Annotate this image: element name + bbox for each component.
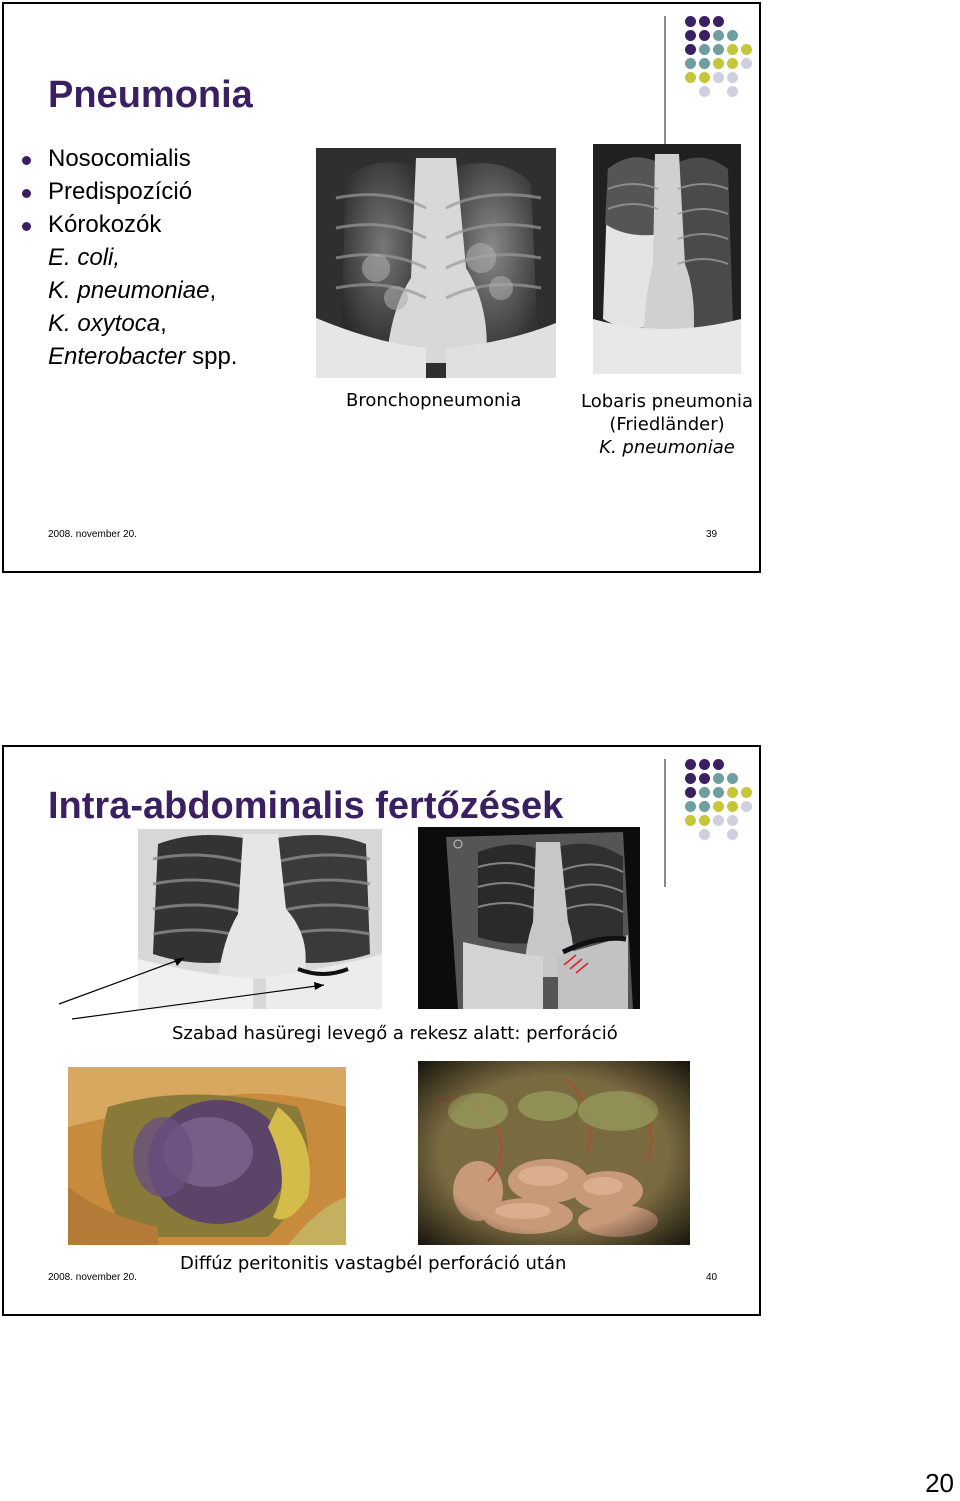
decorative-dot (727, 773, 738, 784)
decorative-dot (727, 72, 738, 83)
page-number: 20 (925, 1468, 954, 1498)
pointer-arrows (54, 952, 334, 1022)
decorative-dot (685, 16, 696, 27)
peritonitis-photo-left (68, 1067, 346, 1245)
decorative-dot (699, 16, 710, 27)
decorative-dot (685, 58, 696, 69)
pathogen-item: K. pneumoniae, (48, 277, 217, 304)
decorative-dot (727, 44, 738, 55)
slide-title: Intra-abdominalis fertőzések (48, 785, 564, 827)
divider-line (664, 16, 666, 144)
slide-number: 40 (706, 1272, 718, 1283)
decorative-dot (713, 44, 724, 55)
slide-date: 2008. november 20. (48, 1272, 137, 1283)
caption-line: Lobaris pneumonia (581, 391, 753, 412)
chest-xray-perforation-image (418, 827, 640, 1009)
caption-line: K. pneumoniae (599, 437, 735, 458)
lobar-pneumonia-xray-image (593, 144, 741, 374)
caption-lobar-pneumonia (572, 390, 762, 459)
decorative-dot (685, 759, 696, 770)
decorative-dot (699, 787, 710, 798)
decorative-dot (741, 58, 752, 69)
decorative-dot (741, 44, 752, 55)
decorative-dot (713, 815, 724, 826)
decorative-dot (699, 829, 710, 840)
caption-peritonitis: Diffúz peritonitis vastagbél perforáció után (180, 1253, 567, 1274)
decorative-dot (727, 787, 738, 798)
bullet-item: Predispozíció (22, 175, 237, 208)
decorative-dot (685, 801, 696, 812)
divider-line (664, 759, 666, 887)
decorative-dot (685, 787, 696, 798)
slide-39 (2, 2, 761, 573)
decorative-dot (713, 773, 724, 784)
decorative-dot (727, 801, 738, 812)
caption-bronchopneumonia: Bronchopneumonia (346, 390, 522, 411)
decorative-dot (699, 30, 710, 41)
decorative-dot (727, 829, 738, 840)
bullet-item: Nosocomialis (22, 142, 237, 175)
decorative-dot (727, 86, 738, 97)
decorative-dot (713, 16, 724, 27)
slide-title: Pneumonia (48, 74, 253, 116)
slide-40 (2, 745, 761, 1316)
decorative-dot (685, 773, 696, 784)
decorative-dot (713, 787, 724, 798)
bullet-list (22, 142, 237, 373)
decorative-dot (699, 773, 710, 784)
decorative-dot (685, 815, 696, 826)
decorative-dot (727, 815, 738, 826)
decorative-dot (685, 44, 696, 55)
decorative-dot (699, 86, 710, 97)
pathogen-item: K. oxytoca, (48, 310, 167, 337)
decorative-dot (713, 801, 724, 812)
caption-line: (Friedländer) (609, 414, 725, 435)
slide-date: 2008. november 20. (48, 529, 137, 540)
bronchopneumonia-xray-image (316, 148, 556, 378)
decorative-dot (699, 72, 710, 83)
decorative-dot (727, 30, 738, 41)
decorative-dot (699, 815, 710, 826)
pathogen-item: E. coli, (48, 244, 121, 271)
decorative-dot (713, 759, 724, 770)
decorative-dot (699, 759, 710, 770)
caption-free-air: Szabad hasüregi levegő a rekesz alatt: perforáció (172, 1023, 618, 1044)
decorative-dot (685, 72, 696, 83)
decorative-dot (713, 30, 724, 41)
decorative-dot (713, 58, 724, 69)
decorative-dot (685, 30, 696, 41)
decorative-dot (727, 58, 738, 69)
bullet-item: Kórokozók (22, 208, 237, 241)
decorative-dot (713, 72, 724, 83)
decorative-dot (741, 787, 752, 798)
decorative-dot (741, 801, 752, 812)
decorative-dot (699, 44, 710, 55)
slide-number: 39 (706, 529, 718, 540)
decorative-dot (699, 58, 710, 69)
pathogen-item: Enterobacter spp. (48, 343, 238, 370)
peritonitis-photo-right (418, 1061, 690, 1245)
decorative-dot (699, 801, 710, 812)
